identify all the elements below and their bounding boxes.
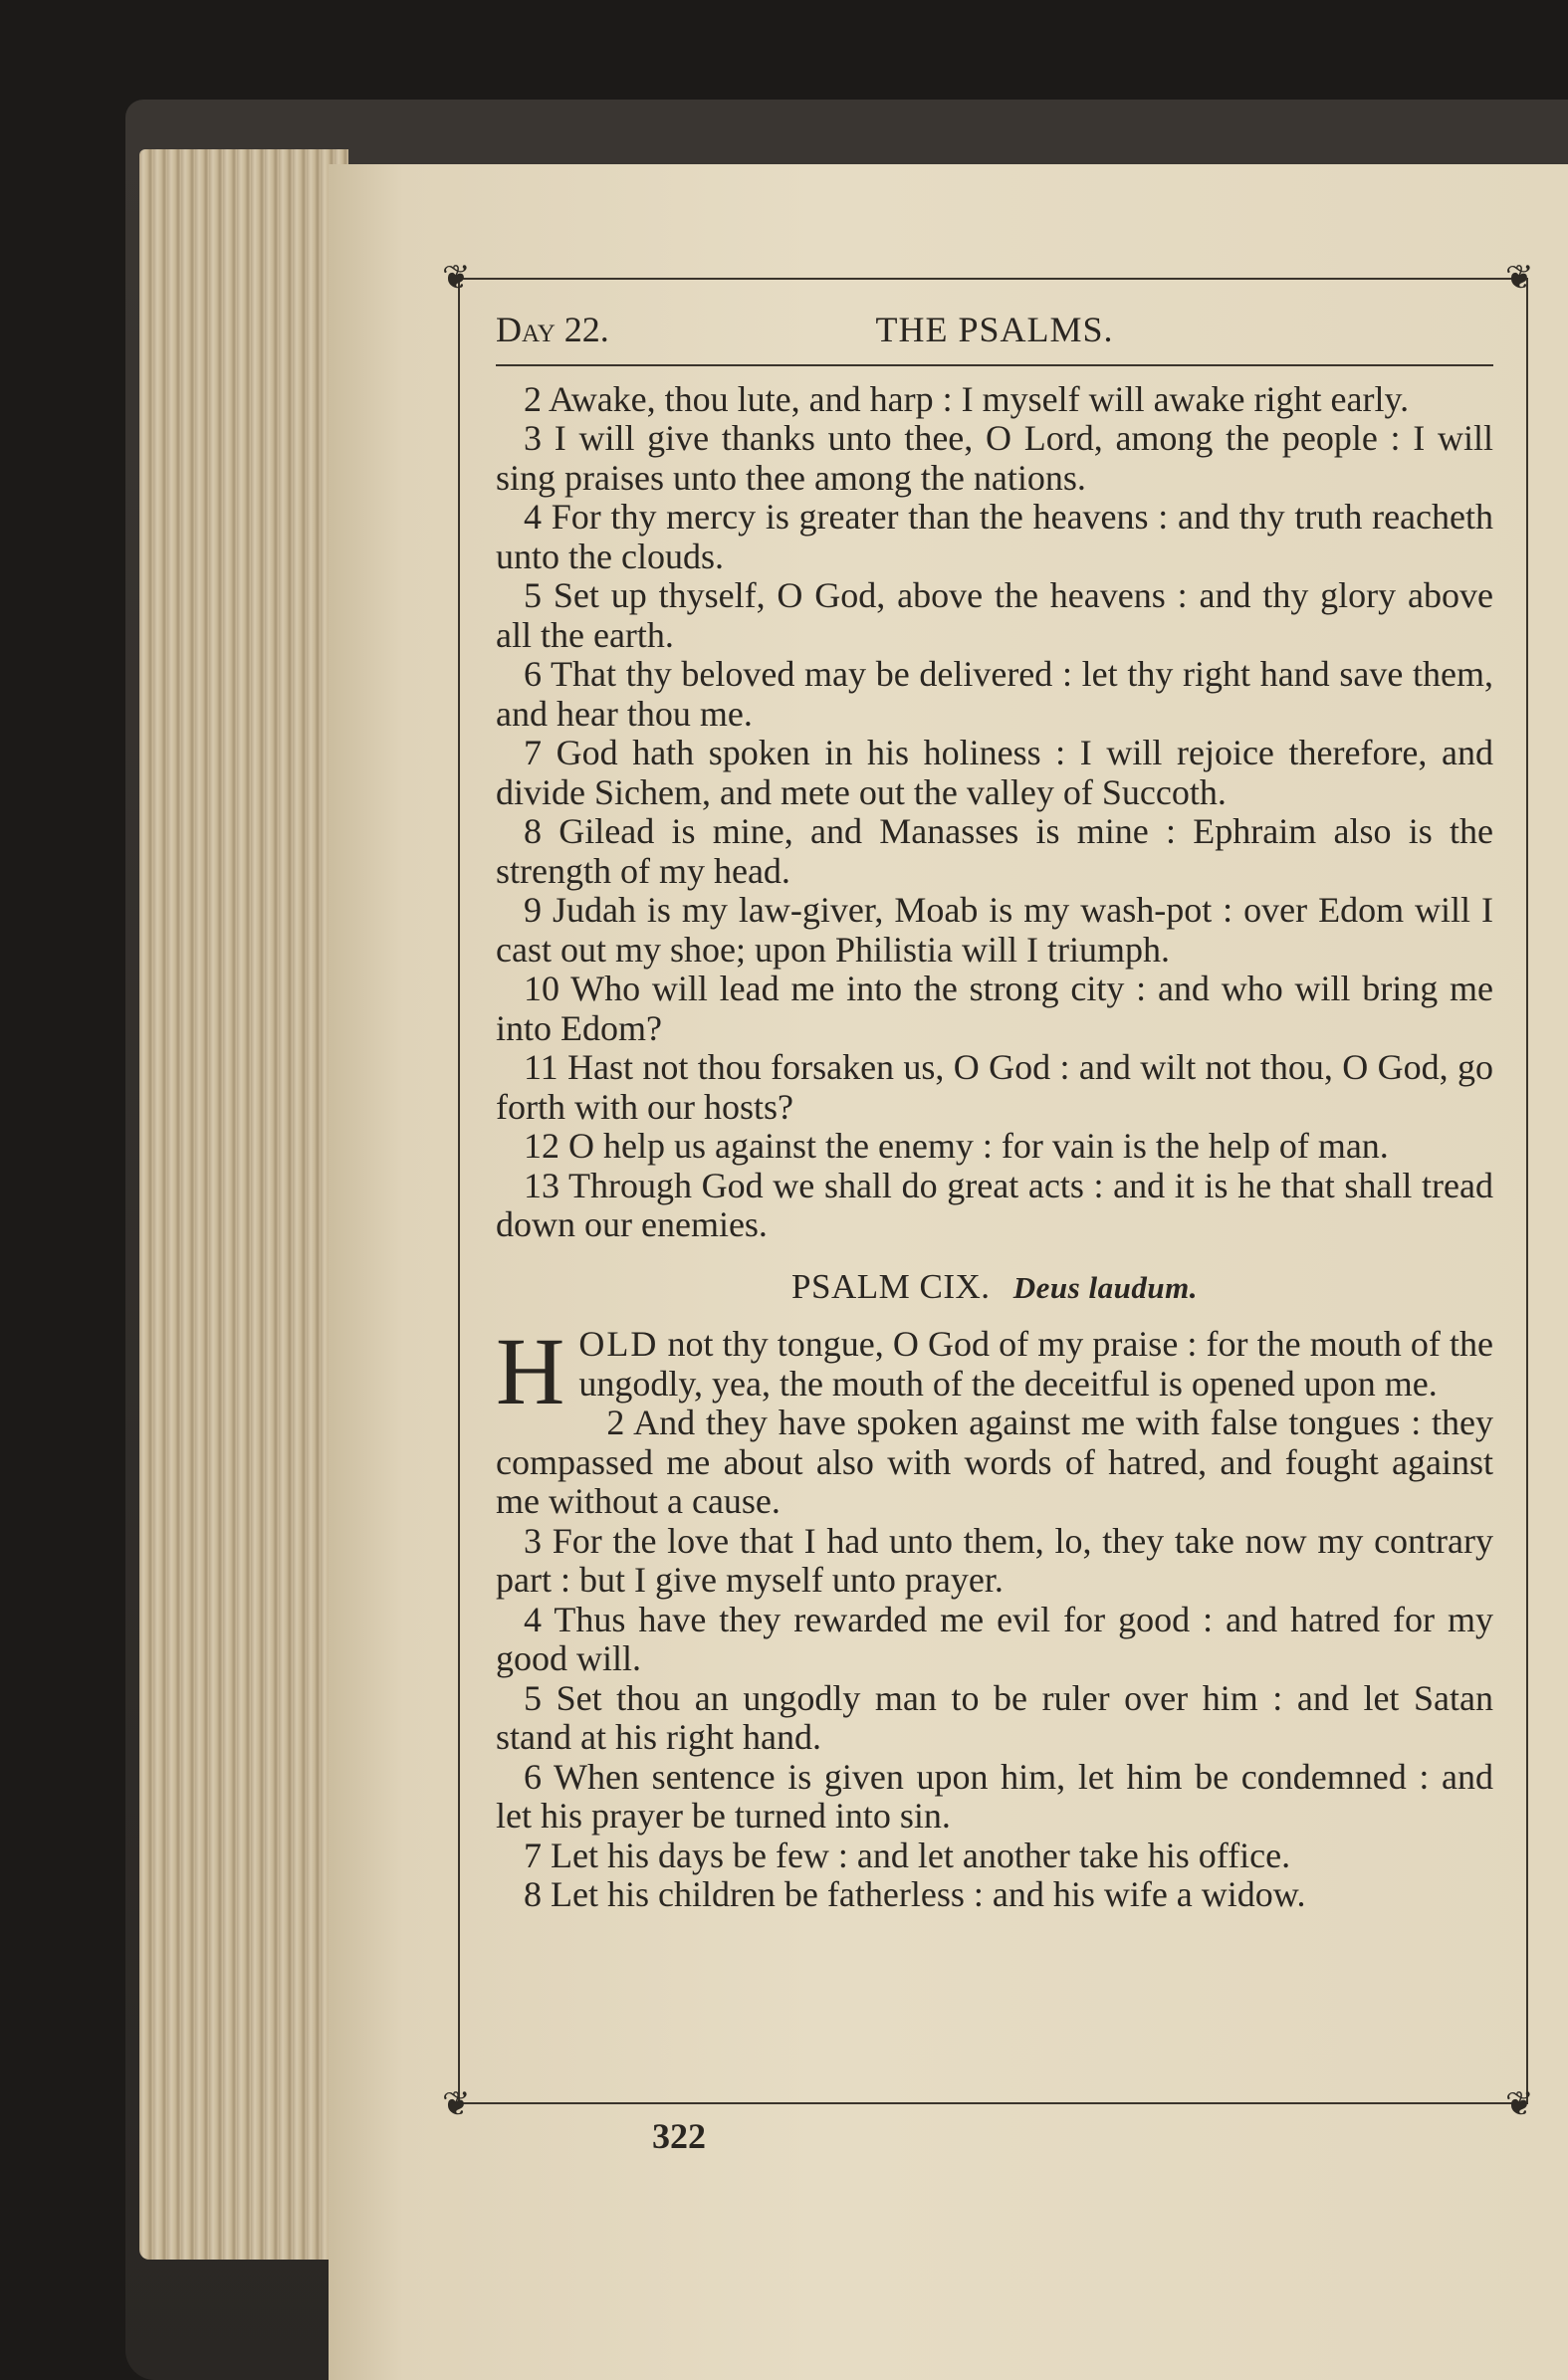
verse: 4 Thus have they rewarded me evil for good : and hatred for my good will.: [496, 1599, 1493, 1678]
page-text-block: [496, 311, 1493, 1915]
verse: 2 And they have spoken against me with false tongues : they compassed me about also with words of hatred, and fought against me without a cause.: [496, 1403, 1493, 1521]
running-header: [496, 311, 1493, 366]
verse: 4 For thy mercy is greater than the heavens : and thy truth reacheth unto the clouds.: [496, 497, 1493, 576]
verse: 5 Set up thyself, O God, above the heavens : and thy glory above all the earth.: [496, 575, 1493, 655]
verse: 9 Judah is my law-giver, Moab is my wash-pot : over Edom will I cast out my shoe; upon Philistia will I triumph.: [496, 890, 1493, 970]
verse: 6 When sentence is given upon him, let him be condemned : and let his prayer be turned into sin.: [496, 1756, 1493, 1836]
psalm-number: PSALM CIX.: [791, 1266, 991, 1306]
verse: 8 Let his children be fatherless : and his wife a widow.: [524, 1874, 1306, 1914]
first-verse-lead: OLD: [578, 1324, 659, 1364]
verse: 13 Through God we shall do great acts : and it is he that shall tread down our enemies.: [496, 1165, 1493, 1244]
drop-cap: H: [496, 1318, 565, 1424]
psalm-latin-title: Deus laudum.: [1012, 1269, 1198, 1305]
verse: 10 Who will lead me into the strong city : and who will bring me into Edom?: [496, 969, 1493, 1048]
verse: 3 I will give thanks unto thee, O Lord, among the people : I will sing praises unto thee among the nations.: [496, 418, 1493, 498]
verse: 2 Awake, thou lute, and harp : I myself will awake right early.: [524, 378, 1410, 419]
verse: 3 For the love that I had unto them, lo, they take now my contrary part : but I give myself unto prayer.: [496, 1520, 1493, 1600]
verse: 11 Hast not thou forsaken us, O God : and wilt not thou, O God, go forth with our hosts?: [496, 1047, 1493, 1127]
book-title: THE PSALMS.: [875, 310, 1114, 349]
verses-before: [496, 380, 1493, 1245]
psalm-heading: [496, 1267, 1493, 1308]
day-label: Day 22.: [496, 310, 609, 349]
corner-ornament-icon: ❦: [442, 2084, 471, 2124]
first-verse-text: not thy tongue, O God of my praise : for the mouth of the ungodly, yea, the mouth of the deceitful is opened upon me.: [578, 1324, 1493, 1404]
verse: 7 God hath spoken in his holiness : I will rejoice therefore, and divide Sichem, and mete out the valley of Succoth.: [496, 733, 1493, 812]
verse: 7 Let his days be few : and let another take his office.: [524, 1835, 1291, 1875]
psalm-first-verse: [496, 1318, 1493, 1424]
corner-ornament-icon: ❦: [1505, 2084, 1534, 2124]
corner-ornament-icon: ❦: [1505, 258, 1534, 298]
corner-ornament-icon: ❦: [442, 258, 471, 298]
page-edges: [139, 149, 348, 2260]
verse: 6 That thy beloved may be delivered : let thy right hand save them, and hear thou me.: [496, 654, 1493, 734]
verse: 12 O help us against the enemy : for vain is the help of man.: [524, 1126, 1389, 1166]
verses-after: [496, 1404, 1493, 1915]
verse: 5 Set thou an ungodly man to be ruler over him : and let Satan stand at his right hand.: [496, 1677, 1493, 1757]
page-number: 322: [652, 2116, 706, 2156]
verse: 8 Gilead is mine, and Manasses is mine : Ephraim also is the strength of my head.: [496, 811, 1493, 891]
